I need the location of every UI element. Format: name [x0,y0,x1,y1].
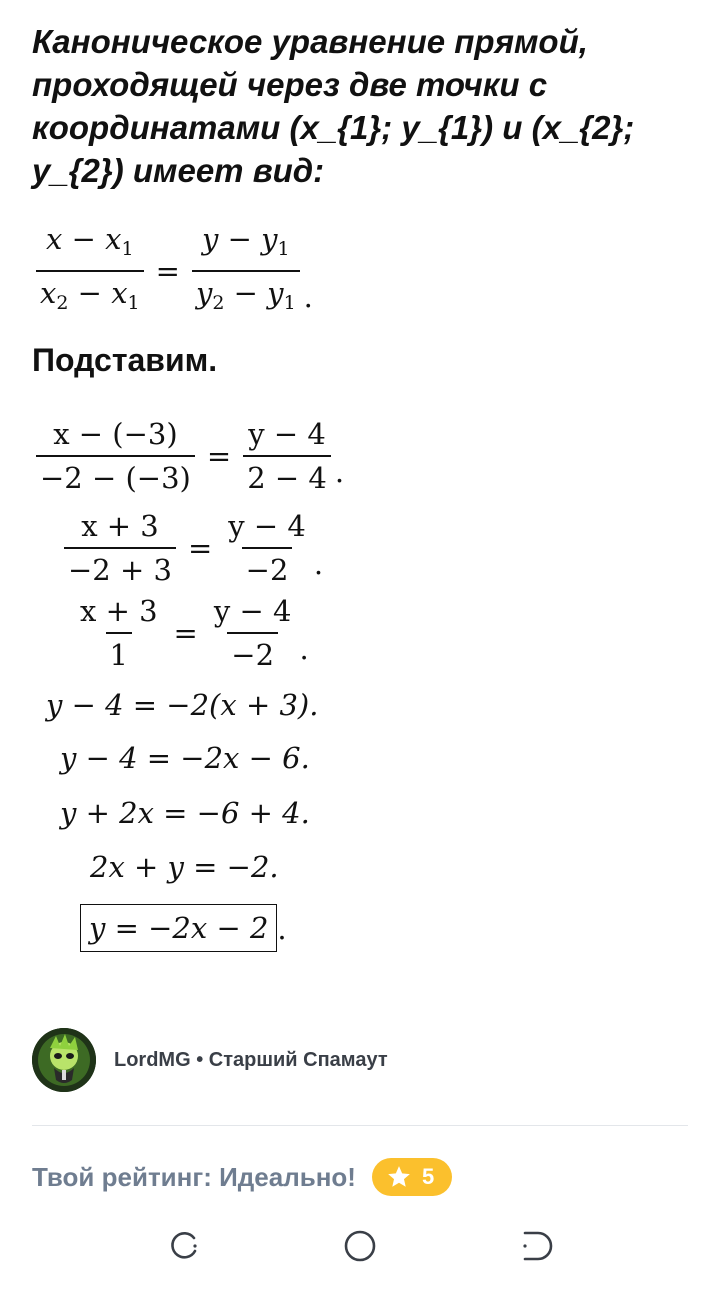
canonical-formula [32,222,313,320]
rating-value: 5 [421,1164,435,1189]
step-7: 2x + y = −2. [90,850,279,884]
formula-text: y − y [202,222,278,256]
fraction-denominator: −2 [227,632,278,672]
step-6: y + 2x = −6 + 4. [60,796,310,830]
formula-subscript: 2 [212,292,225,314]
equals-sign: = [206,439,232,473]
fraction-denominator: −2 [242,547,293,587]
back-button[interactable] [516,1226,556,1266]
equals-sign: = [187,531,213,565]
recent-apps-icon [164,1226,204,1266]
substitute-heading: Подставим. [32,342,218,378]
formula-subscript: 1 [283,292,296,314]
fraction-denominator: −2 + 3 [64,547,176,587]
answer-period: . [277,912,287,946]
fraction-numerator: y − 4 [228,509,306,543]
rating-badge[interactable] [372,1158,452,1196]
fraction-numerator: x − (−3) [53,417,178,451]
rating-row [32,1158,452,1196]
formula-subscript: 1 [277,238,290,260]
step-fraction [36,417,195,495]
formula-text: y [195,276,213,310]
step-fraction [243,417,331,495]
step-fraction [64,509,176,587]
formula-text: − y [224,276,284,310]
formula-right-fraction [192,222,300,320]
author-name[interactable]: LordMG • Старший Спамаут [114,1048,388,1071]
step-period: . [313,547,324,581]
step-2 [60,509,323,587]
formula-subscript: 2 [56,292,69,314]
fraction-denominator: −2 − (−3) [36,455,195,495]
fraction-denominator: 2 − 4 [243,455,331,495]
step-period: . [334,455,345,489]
final-answer [80,904,287,952]
avatar[interactable] [32,1028,96,1092]
step-period: . [299,632,309,666]
answer-box: y = −2x − 2 [80,904,277,952]
equals-sign: = [173,616,198,650]
step-4: y − 4 = −2(x + 3). [46,688,319,722]
avatar-image [32,1028,96,1092]
home-button[interactable] [340,1226,380,1266]
recent-apps-button[interactable] [164,1226,204,1266]
formula-subscript: 1 [127,292,140,314]
formula-subscript: 1 [121,238,134,260]
fraction-numerator: y − 4 [213,594,292,628]
step-fraction [224,509,310,587]
system-navbar [0,1206,720,1286]
back-icon [516,1226,556,1266]
step-1 [32,417,344,495]
divider [32,1125,688,1126]
step-fraction [76,594,162,672]
step-3 [72,594,309,672]
formula-period: . [303,280,313,314]
step-5: y − 4 = −2x − 6. [60,741,310,775]
formula-text: x [40,276,57,310]
formula-text: x − x [46,222,122,256]
rating-label: Твой рейтинг: Идеально! [32,1161,356,1192]
equals-sign: = [155,254,180,288]
fraction-numerator: y − 4 [248,417,326,451]
author-row[interactable] [32,1028,388,1092]
step-fraction [210,594,296,672]
star-icon [386,1164,412,1190]
fraction-numerator: x + 3 [81,509,159,543]
question-heading: Каноническое уравнение прямой, проходящей через две точки с координатами (x_{1}; y_{1}) и (x_{2}; y_{2}) имеет вид: [32,23,635,189]
formula-left-fraction [36,222,144,320]
fraction-denominator: 1 [106,632,132,672]
formula-text: − x [68,276,128,310]
fraction-numerator: x + 3 [80,594,158,628]
home-icon [340,1226,380,1266]
